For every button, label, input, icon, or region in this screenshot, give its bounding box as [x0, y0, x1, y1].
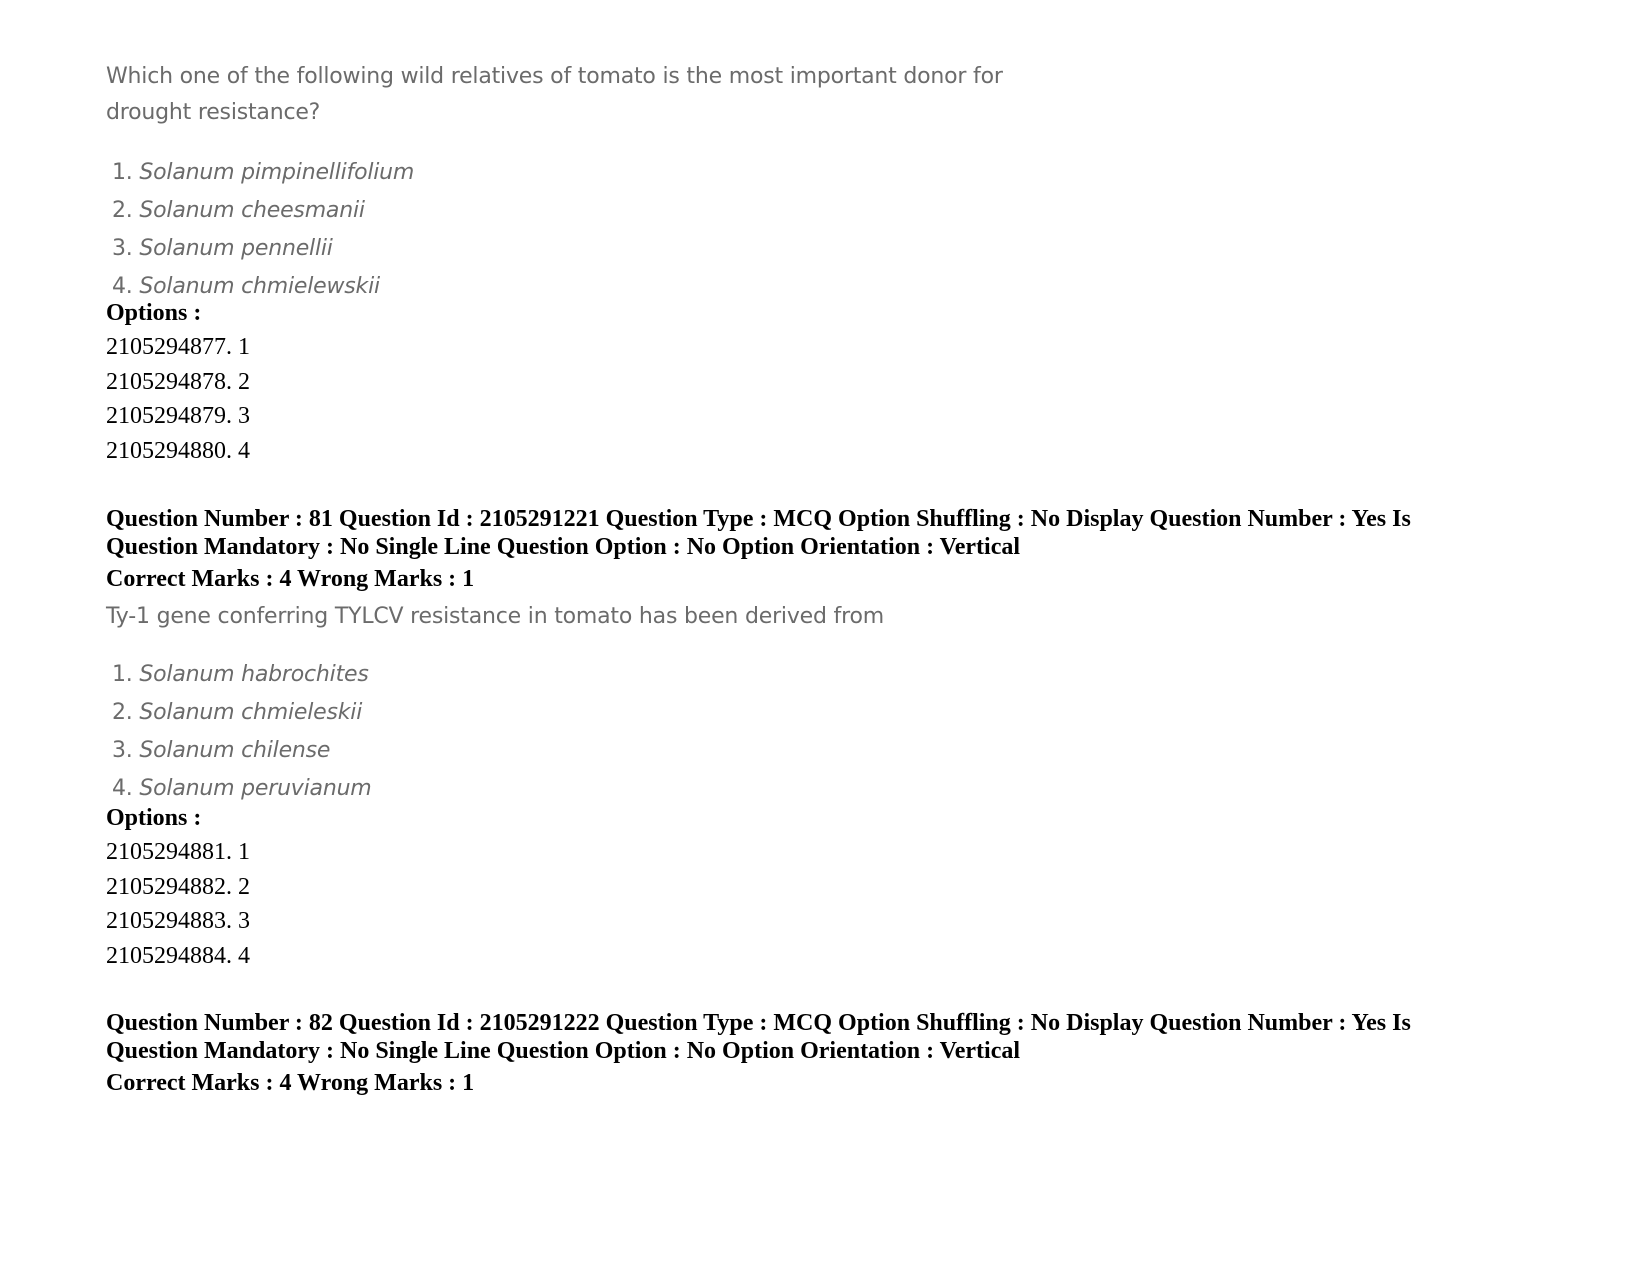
question-82-header [106, 1009, 1411, 1100]
option-item: 2105294884. 4 [106, 942, 250, 969]
marks-line: Correct Marks : 4 Wrong Marks : 1 [106, 1070, 475, 1096]
option-item: 2105294881. 1 [106, 839, 250, 865]
option-item: 2105294879. 3 [106, 403, 250, 429]
question-meta-line: Question Mandatory : No Single Line Question Option : No Option Orientation : Vertical [106, 1038, 1021, 1064]
marks-line: Correct Marks : 4 Wrong Marks : 1 [106, 566, 475, 592]
question-81-header [106, 505, 1411, 596]
options-label: Options : [106, 805, 202, 831]
option-item: 2105294882. 2 [106, 873, 250, 900]
answer-choices [106, 154, 1003, 306]
answer-choice: 4. Solanum chmielewskii [112, 274, 380, 299]
answer-choice: 2. Solanum chmieleskii [112, 700, 363, 725]
question-80-body [106, 58, 1003, 306]
answer-choice: 4. Solanum peruvianum [112, 776, 372, 801]
answer-choice: 3. Solanum chilense [112, 738, 331, 763]
question-meta-line: Question Number : 81 Question Id : 2105291221 Question Type : MCQ Option Shuffling : No Display Question Number : Yes Is [106, 506, 1411, 532]
answer-choice: 3. Solanum pennellii [112, 236, 333, 261]
question-text [106, 58, 1003, 132]
question-meta-line: Question Number : 82 Question Id : 2105291222 Question Type : MCQ Option Shuffling : No Display Question Number : Yes Is [106, 1010, 1411, 1036]
answer-choices [106, 656, 884, 808]
question-text-line: Which one of the following wild relatives of tomato is the most important donor for [106, 64, 1003, 89]
answer-choice: 2. Solanum cheesmanii [112, 198, 365, 223]
question-80-options [106, 296, 250, 468]
question-text-line: Ty-1 gene conferring TYLCV resistance in tomato has been derived from [106, 604, 884, 629]
answer-choice: 1. Solanum pimpinellifolium [112, 160, 415, 185]
option-item: 2105294883. 3 [106, 908, 250, 934]
option-item: 2105294880. 4 [106, 437, 250, 464]
question-81-options [106, 801, 250, 973]
answer-choice: 1. Solanum habrochites [112, 662, 369, 687]
option-item: 2105294878. 2 [106, 368, 250, 395]
options-label: Options : [106, 300, 202, 326]
question-81-body [106, 598, 884, 808]
question-text-line: drought resistance? [106, 100, 321, 125]
question-text [106, 598, 884, 636]
option-item: 2105294877. 1 [106, 334, 250, 360]
question-meta-line: Question Mandatory : No Single Line Question Option : No Option Orientation : Vertical [106, 534, 1021, 560]
